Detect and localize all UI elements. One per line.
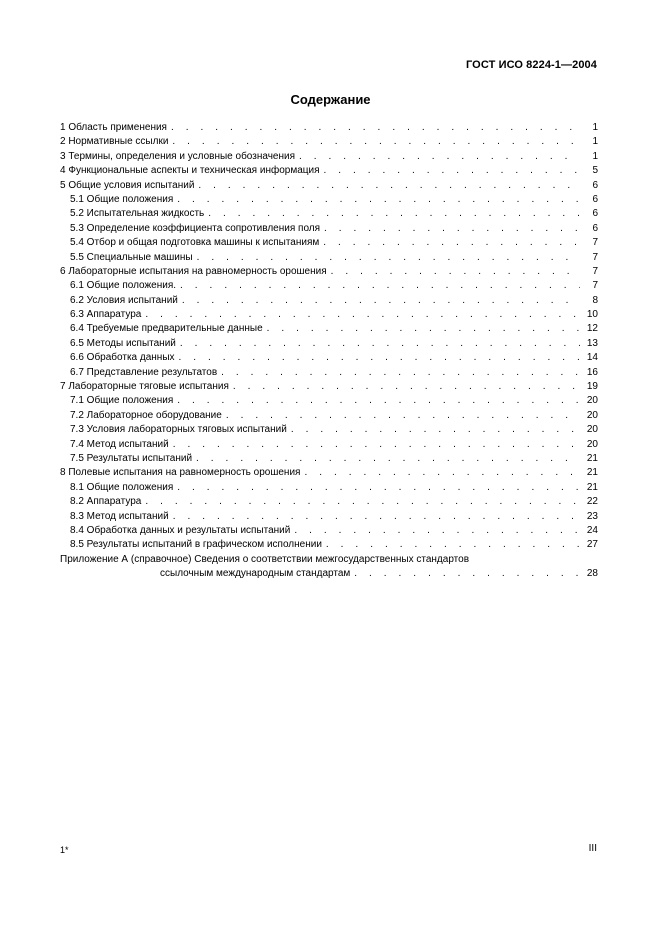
toc-leader-dots <box>326 538 580 552</box>
footer-page-number: III <box>588 843 597 854</box>
toc-entry-page: 7 <box>592 265 598 277</box>
toc-entry-label: 7.3 Условия лабораторных тяговых испытаний <box>70 424 287 436</box>
toc-entry-label: 7.2 Лабораторное оборудование <box>70 409 222 421</box>
toc-entry[interactable] <box>60 279 598 293</box>
toc-leader-dots <box>226 409 580 423</box>
toc-leader-dots <box>145 308 580 322</box>
toc-leader-dots <box>182 294 580 308</box>
toc-entry-page: 7 <box>592 280 598 292</box>
toc-leader-dots <box>354 567 580 581</box>
toc-entry-label: ссылочным международным стандартам <box>160 568 351 580</box>
toc-entry[interactable] <box>60 308 598 322</box>
toc-entry-page: 1 <box>592 150 598 162</box>
toc-entry-page: 22 <box>586 496 598 508</box>
toc-entry[interactable] <box>60 394 598 408</box>
toc-entry-page: 1 <box>592 122 598 133</box>
toc-entry-page: 6 <box>592 208 598 220</box>
page-title: Содержание <box>290 92 371 107</box>
toc-entry[interactable] <box>60 236 598 250</box>
toc-entry[interactable] <box>60 466 598 480</box>
toc-entry-page: 21 <box>586 467 598 479</box>
toc-entry-page: 7 <box>592 237 598 249</box>
toc-leader-dots <box>145 495 580 509</box>
toc-entry-label: 6.6 Обработка данных <box>70 352 175 364</box>
toc-entry[interactable] <box>60 553 598 567</box>
toc-entry-label: 6.5 Методы испытаний <box>70 337 176 349</box>
toc-entry[interactable] <box>60 207 598 221</box>
toc-entry-page: 16 <box>586 366 598 378</box>
toc-entry-label: 6.7 Представление результатов <box>70 366 218 378</box>
toc-entry[interactable] <box>60 322 598 336</box>
toc-entry[interactable] <box>60 337 598 351</box>
toc-entry-label: 6.1 Общие положения. <box>70 280 177 292</box>
toc-entry-page: 21 <box>586 452 598 464</box>
toc-leader-dots <box>221 366 580 380</box>
toc-leader-dots <box>323 236 580 250</box>
toc-entry[interactable] <box>60 567 598 581</box>
toc-leader-dots <box>180 337 580 351</box>
toc-entry-page: 7 <box>592 251 598 263</box>
toc-entry-page: 6 <box>592 222 598 234</box>
toc-entry-page: 20 <box>586 424 598 436</box>
toc-leader-dots <box>179 351 580 365</box>
toc-entry-label: 6 Лабораторные испытания на равномерность орошения <box>60 265 327 277</box>
toc-leader-dots <box>267 322 580 336</box>
toc-entry-page: 19 <box>586 381 598 393</box>
toc-entry-label: 2 Нормативные ссылки <box>60 136 169 148</box>
toc-entry[interactable] <box>60 538 598 552</box>
toc-leader-dots <box>177 193 580 207</box>
toc-entry-label: 7.5 Результаты испытаний <box>70 452 193 464</box>
toc-entry-page: 20 <box>586 395 598 407</box>
toc-leader-dots <box>171 121 580 135</box>
toc-entry-label: 8 Полевые испытания на равномерность орошения <box>60 467 301 479</box>
toc-leader-dots <box>208 207 580 221</box>
toc-entry-label: 5.1 Общие положения <box>70 193 174 205</box>
toc-entry[interactable] <box>60 366 598 380</box>
toc-entry-label: 6.3 Аппаратура <box>70 309 142 321</box>
toc-entry-label: 7.1 Общие положения <box>70 395 174 407</box>
toc-entry[interactable] <box>60 481 598 495</box>
toc-entry-page: 6 <box>592 193 598 205</box>
toc-entry-label: 8.3 Метод испытаний <box>70 510 169 522</box>
toc-entry[interactable] <box>60 265 598 279</box>
toc-entry[interactable] <box>60 423 598 437</box>
toc-entry-label: 8.5 Результаты испытаний в графическом исполнении <box>70 539 322 551</box>
toc-entry-label: 6.4 Требуемые предварительные данные <box>70 323 263 335</box>
toc-entry-label: 1 Область применения <box>60 122 167 133</box>
toc-entry-label: 4 Функциональные аспекты и техническая информация <box>60 165 320 177</box>
toc-leader-dots <box>304 466 580 480</box>
toc-entry-page: 8 <box>592 294 598 306</box>
toc-entry[interactable] <box>60 452 598 466</box>
toc-entry-page: 10 <box>586 309 598 321</box>
toc-entry-page: 24 <box>586 524 598 536</box>
toc-entry[interactable] <box>60 193 598 207</box>
toc-entry-label: 5.5 Специальные машины <box>70 251 193 263</box>
toc-entry[interactable] <box>60 222 598 236</box>
toc-entry-page: 20 <box>586 409 598 421</box>
toc-entry[interactable] <box>60 251 598 265</box>
toc-leader-dots <box>177 394 580 408</box>
toc-leader-dots <box>177 481 580 495</box>
toc-entry-page: 14 <box>586 352 598 364</box>
toc-entry[interactable] <box>60 121 598 135</box>
toc-entry[interactable] <box>60 380 598 394</box>
toc-entry-label: 8.4 Обработка данных и результаты испытаний <box>70 524 291 536</box>
toc-leader-dots <box>173 510 580 524</box>
toc-entry-label: 5.3 Определение коэффициента сопротивления поля <box>70 222 321 234</box>
toc-entry-label: 5.2 Испытательная жидкость <box>70 208 205 220</box>
toc-entry-label: 7 Лабораторные тяговые испытания <box>60 381 229 393</box>
toc-leader-dots <box>324 222 580 236</box>
toc-leader-dots <box>233 380 580 394</box>
toc-leader-dots <box>294 524 580 538</box>
toc-leader-dots <box>173 438 580 452</box>
toc-leader-dots <box>172 135 580 149</box>
toc-entry[interactable] <box>60 294 598 308</box>
toc-entry-page: 27 <box>586 539 598 551</box>
toc-entry-label: Приложение А (справочное) Сведения о соответствии межгосударственных стандартов <box>60 553 470 565</box>
toc-entry-page: 13 <box>586 337 598 349</box>
toc-entry-page: 28 <box>586 568 598 580</box>
toc-entry-page: 6 <box>592 179 598 191</box>
table-of-contents <box>60 121 598 582</box>
toc-entry-page: 5 <box>592 165 598 177</box>
toc-leader-dots <box>196 452 580 466</box>
toc-entry-label: 6.2 Условия испытаний <box>70 294 178 306</box>
toc-entry-page: 20 <box>586 438 598 450</box>
toc-entry[interactable] <box>60 351 598 365</box>
toc-entry[interactable] <box>60 164 598 178</box>
toc-entry[interactable] <box>60 409 598 423</box>
toc-leader-dots <box>299 150 580 164</box>
toc-entry[interactable] <box>60 150 598 164</box>
toc-entry-page: 1 <box>592 136 598 148</box>
toc-entry-label: 3 Термины, определения и условные обозначения <box>60 150 295 162</box>
toc-leader-dots <box>324 164 581 178</box>
toc-leader-dots <box>331 265 580 279</box>
toc-entry[interactable] <box>60 179 598 193</box>
toc-entry[interactable] <box>60 438 598 452</box>
toc-leader-dots <box>197 251 580 265</box>
toc-entry[interactable] <box>60 495 598 509</box>
footer-sheet-mark: 1* <box>60 845 69 855</box>
toc-leader-dots <box>198 179 580 193</box>
toc-entry-label: 8.2 Аппаратура <box>70 496 142 508</box>
toc-entry[interactable] <box>60 135 598 149</box>
toc-leader-dots <box>291 423 580 437</box>
toc-entry-label: 7.4 Метод испытаний <box>70 438 169 450</box>
toc-entry-page: 12 <box>586 323 598 335</box>
toc-entry[interactable] <box>60 524 598 538</box>
toc-leader-dots <box>180 279 580 293</box>
toc-entry[interactable] <box>60 510 598 524</box>
toc-entry-page: 23 <box>586 510 598 522</box>
toc-entry-page: 21 <box>586 481 598 493</box>
toc-entry-label: 5 Общие условия испытаний <box>60 179 195 191</box>
toc-entry-label: 5.4 Отбор и общая подготовка машины к испытаниям <box>70 237 320 249</box>
toc-entry-label: 8.1 Общие положения <box>70 481 174 493</box>
document-code: ГОСТ ИСО 8224-1—2004 <box>465 59 597 71</box>
